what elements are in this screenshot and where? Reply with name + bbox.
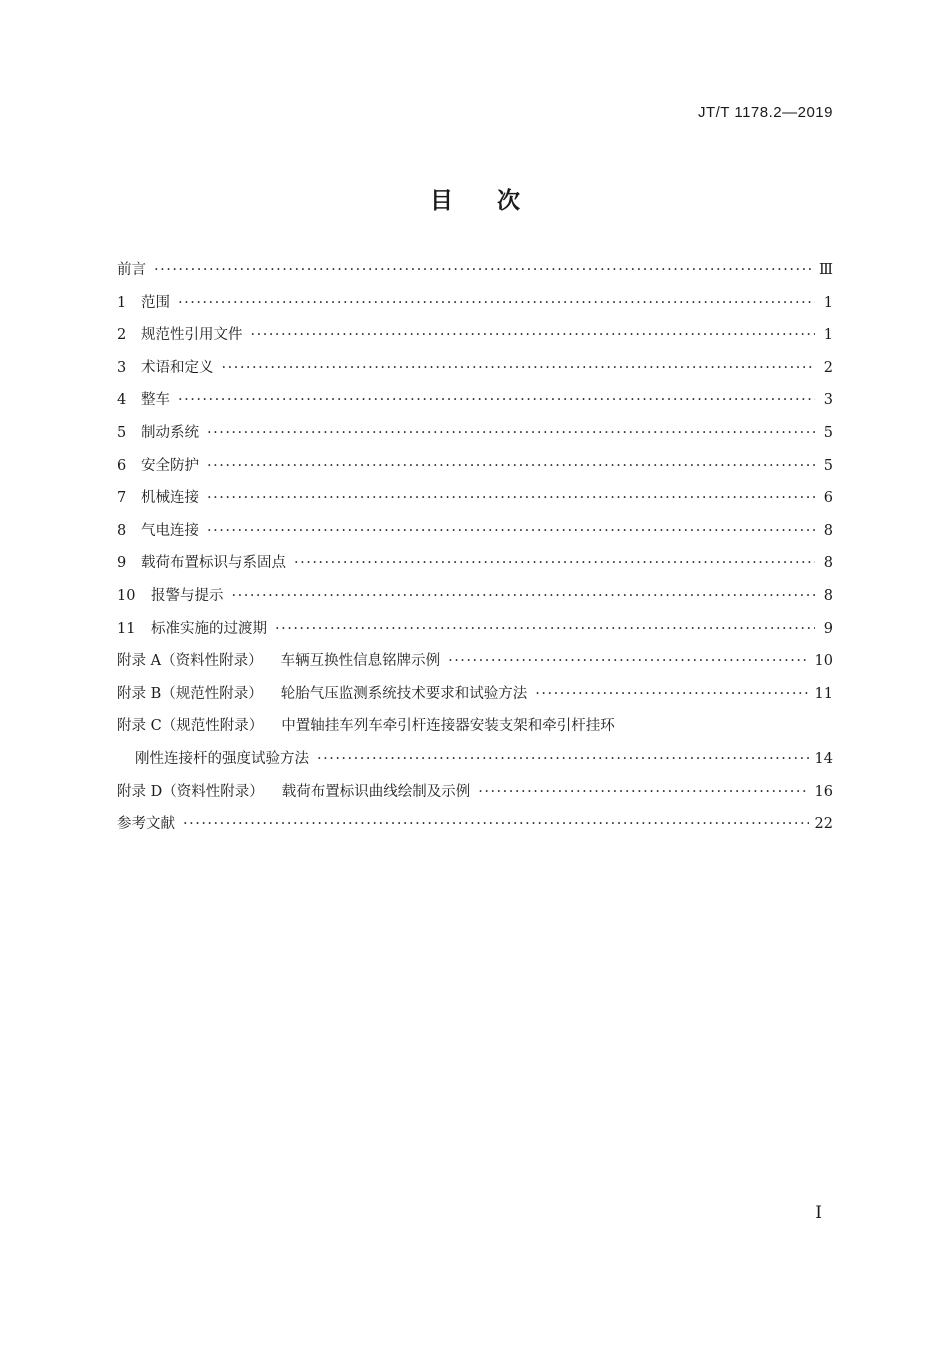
- toc-leader-dots: [222, 360, 816, 376]
- toc-entry-label: 载荷布置标识与系固点: [141, 555, 286, 572]
- toc-entry-label: 轮胎气压监测系统技术要求和试验方法: [280, 685, 528, 702]
- toc-leader-dots: [178, 295, 815, 311]
- toc-entry-label: 前言: [117, 262, 146, 278]
- toc-entry-1[interactable]: [117, 291, 833, 324]
- toc-entry-label: 载荷布置标识曲线绘制及示例: [281, 783, 471, 800]
- toc-leader-dots: [478, 784, 808, 800]
- toc-leader-dots: [207, 458, 815, 474]
- toc-entry-10[interactable]: [117, 584, 833, 617]
- toc-leader-dots: [207, 523, 815, 539]
- toc-page-number: 22: [814, 816, 833, 833]
- toc-entry-3[interactable]: [117, 356, 833, 389]
- toc-title-char-1: 目: [430, 188, 453, 214]
- toc-entry-label: 中置轴挂车列车牵引杆连接器安装支架和牵引杆挂环: [281, 718, 615, 735]
- toc-page-number: 3: [823, 392, 833, 409]
- toc-entry-5[interactable]: [117, 421, 833, 454]
- toc-leader-dots: [178, 392, 815, 408]
- toc-page-number: 6: [823, 490, 833, 507]
- toc-entry-label: 标准实施的过渡期: [151, 620, 267, 637]
- toc-entry-appendix-a[interactable]: [117, 649, 833, 682]
- toc-entry-label: 气电连接: [141, 522, 199, 539]
- toc-page-number: 8: [823, 587, 833, 604]
- toc-page-number: 5: [823, 457, 833, 474]
- toc-entry-label: 机械连接: [141, 490, 199, 507]
- toc-entry-number: 8: [117, 522, 127, 539]
- toc-entry-appendix-c[interactable]: [117, 714, 833, 747]
- toc-page-number: Ⅲ: [819, 262, 833, 278]
- toc-entry-label: 报警与提示: [151, 587, 224, 604]
- toc-page-number: 2: [823, 359, 833, 376]
- toc-title: [0, 182, 950, 215]
- table-of-contents: [117, 258, 833, 845]
- toc-appendix-head: 附录 B（规范性附录）: [117, 685, 263, 702]
- toc-entry-label: 安全防护: [141, 457, 199, 474]
- toc-leader-dots: [207, 425, 815, 441]
- toc-entry-number: 2: [117, 327, 127, 344]
- toc-page-number: 8: [823, 555, 833, 572]
- toc-page-number: 1: [823, 294, 833, 311]
- toc-leader-dots: [448, 653, 808, 669]
- standard-code: JT/T 1178.2—2019: [697, 104, 833, 121]
- toc-entry-8[interactable]: [117, 519, 833, 552]
- toc-entry-number: 1: [117, 294, 127, 311]
- toc-entry-number: 3: [117, 359, 127, 376]
- toc-entry-appendix-b[interactable]: [117, 682, 833, 715]
- toc-entry-label: 范围: [141, 294, 170, 311]
- toc-page-number: 10: [814, 653, 833, 670]
- toc-appendix-head: 附录 C（规范性附录）: [117, 718, 264, 735]
- toc-page-number: 9: [823, 620, 833, 637]
- toc-entry-number: 6: [117, 457, 127, 474]
- toc-entry-9[interactable]: [117, 551, 833, 584]
- toc-leader-dots: [535, 686, 808, 702]
- toc-entry-7[interactable]: [117, 486, 833, 519]
- toc-entry-number: 4: [117, 392, 127, 409]
- toc-entry-number: 10: [117, 587, 136, 604]
- toc-entry-label: 规范性引用文件: [141, 327, 243, 344]
- toc-page-number: 14: [814, 750, 833, 767]
- toc-page-number: 11: [814, 685, 833, 702]
- toc-entry-number: 7: [117, 490, 127, 507]
- toc-entry-number: 11: [117, 620, 136, 637]
- toc-entry-references[interactable]: [117, 812, 833, 845]
- toc-leader-dots: [183, 816, 809, 832]
- toc-entry-foreword[interactable]: [117, 258, 833, 291]
- toc-leader-dots: [294, 555, 815, 571]
- toc-entry-label: 术语和定义: [141, 359, 214, 376]
- toc-appendix-head: 附录 A（资料性附录）: [117, 653, 263, 670]
- toc-appendix-head: 附录 D（资料性附录）: [117, 783, 264, 800]
- toc-entry-number: 5: [117, 424, 127, 441]
- toc-entry-6[interactable]: [117, 454, 833, 487]
- page-number: I: [815, 1203, 822, 1223]
- toc-leader-dots: [275, 621, 815, 637]
- toc-entry-label: 参考文献: [117, 816, 175, 833]
- toc-entry-number: 9: [117, 555, 127, 572]
- toc-entry-4[interactable]: [117, 388, 833, 421]
- toc-entry-2[interactable]: [117, 323, 833, 356]
- toc-leader-dots: [154, 262, 813, 278]
- toc-leader-dots: [317, 751, 809, 767]
- toc-entry-appendix-c-continued[interactable]: [117, 747, 833, 780]
- toc-entry-label: 整车: [141, 392, 170, 409]
- toc-leader-dots: [251, 327, 816, 343]
- toc-entry-label-continued: 刚性连接杆的强度试验方法: [135, 750, 309, 767]
- toc-entry-11[interactable]: [117, 617, 833, 650]
- toc-title-char-2: 次: [497, 188, 520, 214]
- toc-page-number: 5: [823, 424, 833, 441]
- toc-leader-dots: [232, 588, 816, 604]
- toc-entry-label: 制动系统: [141, 424, 199, 441]
- toc-page-number: 16: [814, 783, 833, 800]
- toc-page-number: 1: [823, 327, 833, 344]
- toc-entry-appendix-d[interactable]: [117, 780, 833, 813]
- toc-leader-dots: [207, 490, 815, 506]
- toc-entry-label: 车辆互换性信息铭牌示例: [280, 653, 441, 670]
- toc-page-number: 8: [823, 522, 833, 539]
